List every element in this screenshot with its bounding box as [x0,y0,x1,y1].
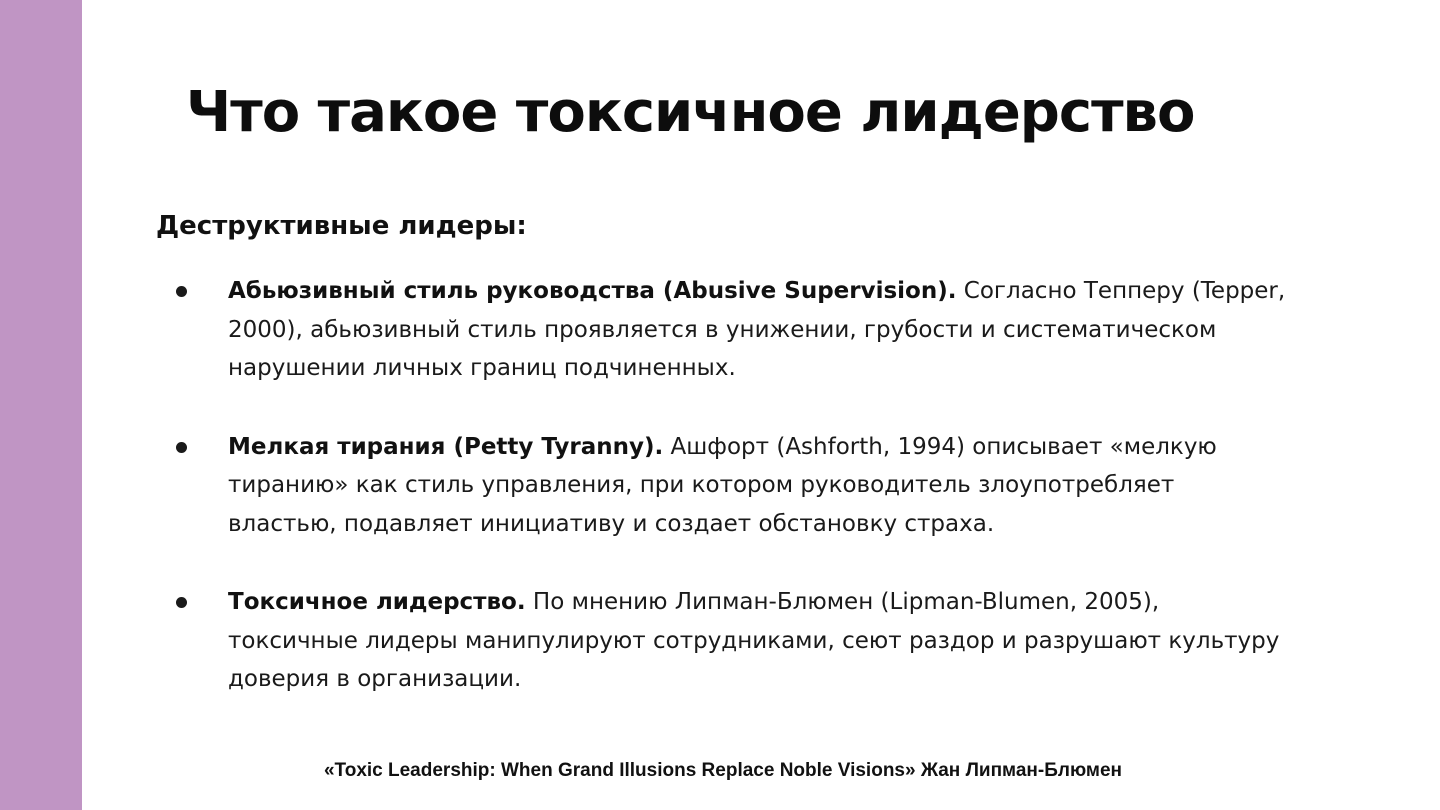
bullet-term: Токсичное лидерство. [228,589,526,615]
bullet-text: Согласно Тепперу (Tepper, 2000), абьюзивный стиль проявляется в унижении, грубости и систематическом нарушении личных границ подчиненных. [228,278,1286,381]
bullet-dot-icon [176,286,187,297]
bullet-dot-icon [176,597,187,608]
source-citation: «Toxic Leadership: When Grand Illusions Replace Noble Visions» Жан Липман-Блюмен [323,760,1123,781]
bullet-text: По мнению Липман-Блюмен (Lipman-Blumen, 2005), токсичные лидеры манипулируют сотрудниками, сеют раздор и разрушают культуру доверия в организации. [228,589,1280,692]
bullet-item-abusive-supervision [176,272,1286,388]
bullet-item-petty-tyranny [176,428,1286,544]
bullet-dot-icon [176,442,187,453]
bullet-term: Мелкая тирания (Petty Tyranny). [228,433,664,460]
bullet-list [176,272,1286,739]
accent-sidebar [0,0,82,810]
bullet-text: Ашфорт (Ashforth, 1994) описывает «мелкую тиранию» как стиль управления, при котором руководитель злоупотребляет властью, подавляет инициативу и создает обстановку страха. [228,433,1217,537]
bullet-item-toxic-leadership [176,583,1286,699]
bullet-term: Абьюзивный стиль руководства (Abusive Supervision). [228,278,957,304]
slide-subtitle: Деструктивные лидеры: [156,211,527,241]
slide-title: Что такое токсичное лидерство [186,80,1195,145]
